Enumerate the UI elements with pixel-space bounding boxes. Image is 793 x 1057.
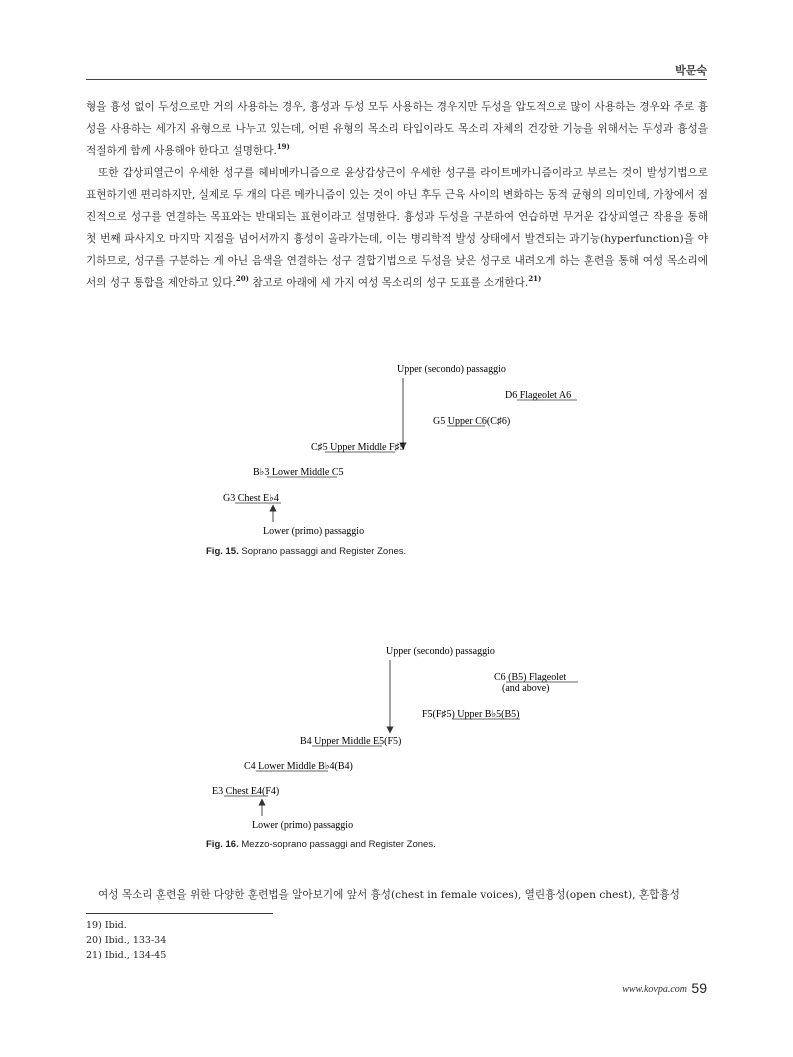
fig16-and-above: (and above) <box>502 683 550 694</box>
footnote-item: 19) Ibid. <box>86 920 127 931</box>
fig16-upper-passaggio: Upper (secondo) passaggio <box>386 646 495 657</box>
paragraph: 또한 갑상피열근이 우세한 성구를 헤비메카니즘으로 윤상갑상근이 우세한 성구를 라이트메카니즘이라고 부르는 것이 발성기법으로 표현하기엔 편리하지만, 실제로 두 개의 다른 메카니즘이 있는 것이 아닌 후두 근육 사이의 변화하는 동적 균형의 의미인데, 가창에서 점진적으로 성구를 연결하는 목표와는 반대되는 표현이라고 설명한다. 흉성과 두성을 구분하여 연습하면 무거운 갑상피열근 작용을 통해 첫 번째 파사지오 마지막 지점을 넘어서까지 흉성이 올라가는데, 이는 병리학적 발성 상태에서 발견되는 과기능(hyperfunction)을 야기하므로, 성구를 구분하는 게 아닌 음색을 연결하는 성구 결합기법으로 두성을 낮은 성구로 내려오게 하는 훈련을 통해 여성 목소리에서의 성구 통합을 제안하고 있다.$^{20)}$ 참고로 아래에 세 가지 여성 목소리의 성구 도표를 소개한다.$^{21)}$ <box>86 167 708 289</box>
figure-16-caption: Fig. 16. Mezzo-soprano passaggi and Register Zones. <box>206 839 436 850</box>
figure-15 <box>215 360 587 544</box>
fig16-zone-upper-middle: B4 Upper Middle E5(F5) <box>300 736 402 747</box>
running-head-author: 박문숙 <box>675 64 707 77</box>
continuation-paragraph: 여성 목소리 훈련을 위한 다양한 훈련법을 알아보기에 앞서 흉성(chest in female voices), 열린흉성(open chest), 혼합흉성 <box>98 889 680 901</box>
fig15-zone-lower-middle: B♭3 Lower Middle C5 <box>253 467 344 478</box>
paragraph: 형을 흉성 없이 두성으로만 거의 사용하는 경우, 흉성과 두성 모두 사용하는 경우지만 두성을 압도적으로 많이 사용하는 경우와 주로 흉성을 사용하는 세가지 유형으로 나누고 있는데, 어떤 유형의 목소리 타입이라도 목소리 자체의 건강한 기능을 위해서는 두성과 흉성을 적절하게 함께 사용해야 한다고 설명한다.$^{19)}$ <box>86 101 708 157</box>
fig15-zone-upper-middle: C♯5 Upper Middle F♯5 <box>311 442 405 453</box>
fig15-zone-upper: G5 Upper C6(C♯6) <box>433 416 511 427</box>
figure-16-diagram <box>206 640 586 836</box>
footnote-ref[interactable]: 21) <box>528 274 542 283</box>
footnote-divider <box>86 913 273 914</box>
figure-15-caption: Fig. 15. Soprano passaggi and Register Zones. <box>206 546 407 557</box>
page-number: 59 <box>691 980 707 996</box>
fig16-zone-flageolet: C6 (B5) Flageolet <box>494 672 567 683</box>
footnote-item: 20) Ibid., 133-34 <box>86 935 167 946</box>
footer-website[interactable]: www.kovpa.com <box>622 984 687 995</box>
fig15-zone-flageolet: D6 Flageolet A6 <box>505 390 572 401</box>
fig16-lower-passaggio: Lower (primo) passaggio <box>252 820 354 831</box>
footnote-item: 21) Ibid., 134-45 <box>86 950 167 961</box>
header-divider <box>86 79 707 80</box>
footnotes <box>86 918 166 963</box>
footnote-ref[interactable]: 20) <box>235 274 249 283</box>
figure-15-diagram <box>215 360 587 544</box>
body-text <box>86 96 708 294</box>
footnote-ref[interactable]: 19) <box>276 142 290 151</box>
fig16-zone-lower-middle: C4 Lower Middle B♭4(B4) <box>244 761 353 772</box>
fig16-zone-upper: F5(F♯5) Upper B♭5(B5) <box>422 709 520 720</box>
fig15-upper-passaggio: Upper (secondo) passaggio <box>397 364 506 375</box>
fig16-zone-chest: E3 Chest E4(F4) <box>212 786 280 797</box>
fig15-lower-passaggio: Lower (primo) passaggio <box>263 526 365 537</box>
fig15-zone-chest: G3 Chest E♭4 <box>223 493 279 504</box>
figure-16 <box>206 640 586 836</box>
